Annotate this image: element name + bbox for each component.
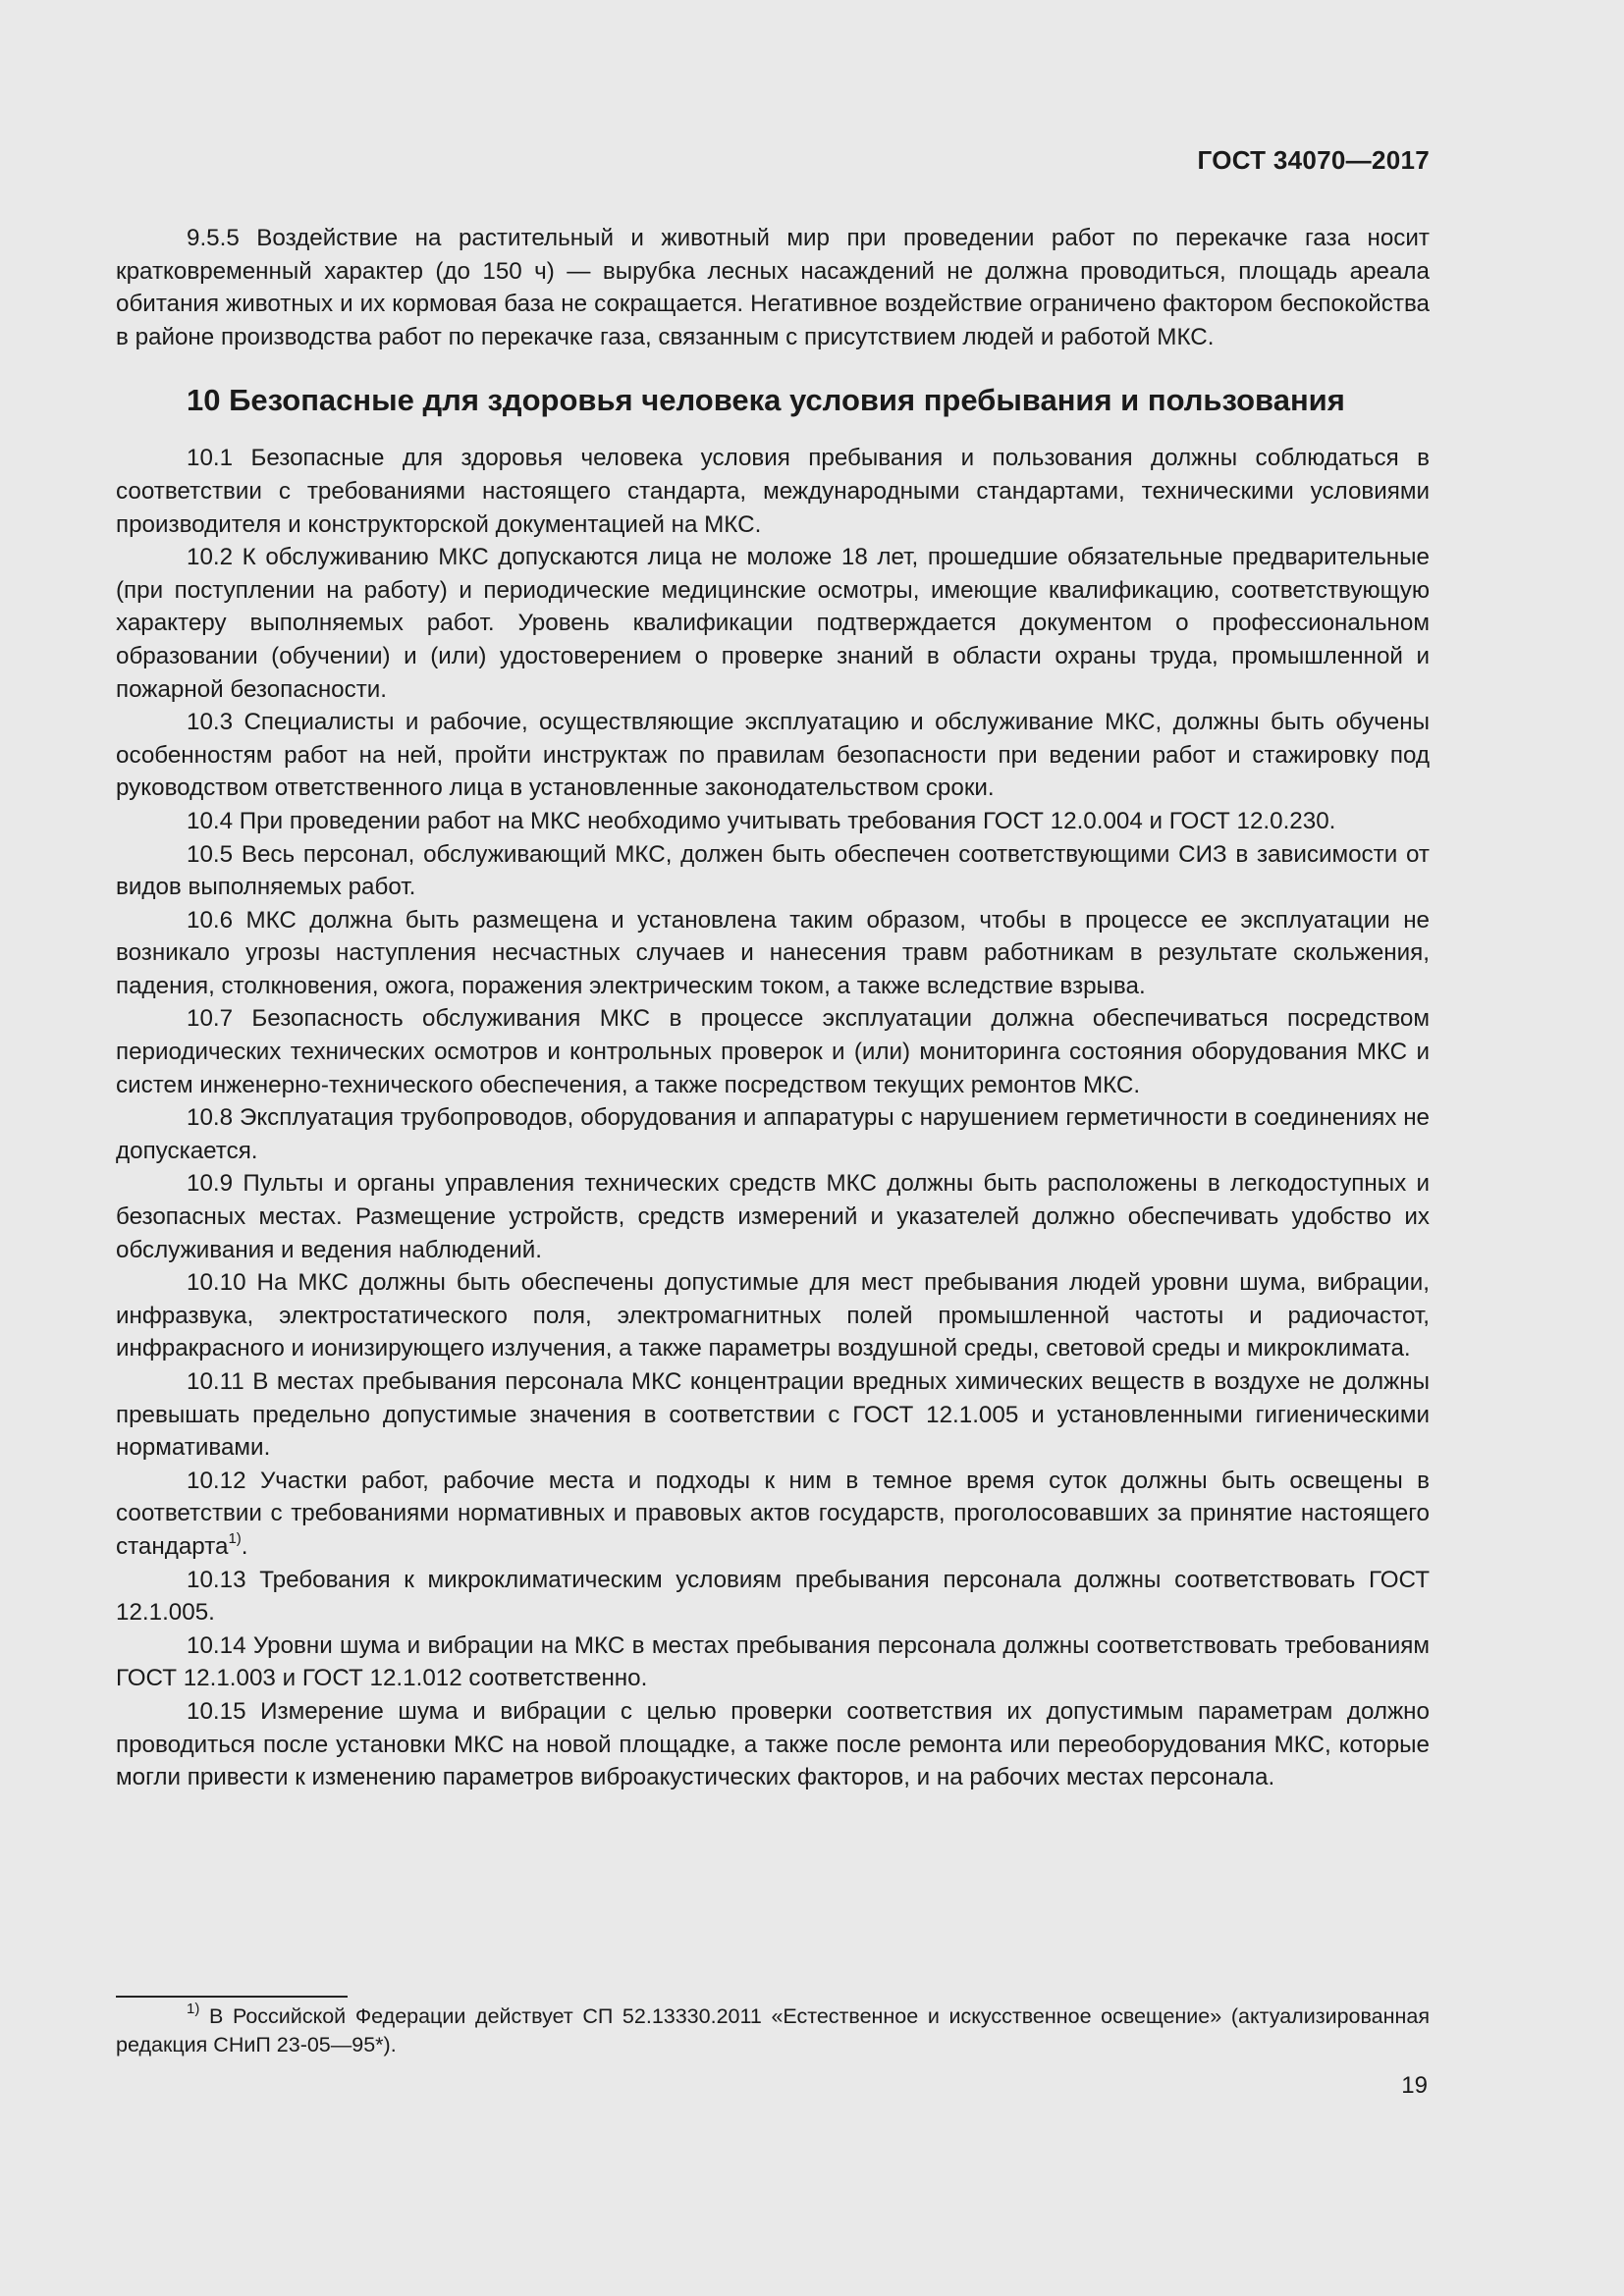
paragraph-10-15: 10.15 Измерение шума и вибрации с целью проверки соответствия их допустимым параметрам должно проводиться после установки МКС на новой площадке, а также после ремонта или переоборудования МКС, которые могли привести к изменению параметров виброакустических факторов, и на рабочих местах персонала.	[116, 1697, 1430, 1791]
paragraph-10-8: 10.8 Эксплуатация трубопроводов, оборудования и аппаратуры с нарушением герметичности в соединениях не допускается.	[116, 1104, 1430, 1164]
paragraph-10-1: 10.1 Безопасные для здоровья человека условия пребывания и пользования должны соблюдаться в соответствии с требованиями настоящего стандарта, международными стандартами, техническими условиями производителя и конструкторской документацией на МКС.	[116, 445, 1430, 538]
paragraph-10-2: 10.2 К обслуживанию МКС допускаются лица не моложе 18 лет, прошедшие обязательные предварительные (при поступлении на работу) и периодические медицинские осмотры, имеющие квалификацию, соответствующую характеру выполняемых работ. Уровень квалификации подтверждается документом о профессиональном образовании (обучении) и (или) удостоверением о проверке знаний в области охраны труда, промышленной и пожарной безопасности.	[116, 544, 1430, 703]
footnote-text: В Российской Федерации действует СП 52.13330.2011 «Естественное и искусственное освещение» (актуализированная редакция СНиП 23-05—95*).	[116, 2004, 1430, 2056]
paragraph-10-7: 10.7 Безопасность обслуживания МКС в процессе эксплуатации должна обеспечиваться посредством периодических технических осмотров и контрольных проверок и (или) мониторинга состояния оборудования МКС и систем инженерно-технического обеспечения, а также посредством текущих ремонтов МКС.	[116, 1005, 1430, 1098]
paragraph-10-3: 10.3 Специалисты и рабочие, осуществляющие эксплуатацию и обслуживание МКС, должны быть обучены особенностям работ на ней, пройти инструктаж по правилам безопасности при ведении работ и стажировку под руководством ответственного лица в установленные законодательством сроки.	[116, 709, 1430, 802]
paragraph-10-14: 10.14 Уровни шума и вибрации на МКС в местах пребывания персонала должны соответствовать требованиям ГОСТ 12.1.003 и ГОСТ 12.1.012 соответственно.	[116, 1631, 1430, 1692]
paragraph-10-13: 10.13 Требования к микроклиматическим условиям пребывания персонала должны соответствовать ГОСТ 12.1.005.	[116, 1566, 1430, 1627]
footnote-separator	[116, 1996, 348, 1998]
paragraph-9-5-5: 9.5.5 Воздействие на растительный и животный мир при проведении работ по перекачке газа носит кратковременный характер (до 150 ч) — вырубка лесных насаждений не должна проводиться, площадь ареала обитания животных и их кормовая база не сокращается. Негативное воздействие ограничено фактором беспокойства в районе производства работ по перекачке газа, связанным с присутствием людей и работой МКС.	[116, 225, 1430, 350]
footnote-mark: 1)	[187, 2000, 200, 2017]
paragraph-10-5: 10.5 Весь персонал, обслуживающий МКС, должен быть обеспечен соответствующими СИЗ в зависимости от видов выполняемых работ.	[116, 840, 1430, 901]
page-body	[116, 222, 1430, 1794]
section-10-heading: 10 Безопасные для здоровья человека условия пребывания и пользования	[187, 383, 1345, 418]
footnote-reference[interactable]: 1)	[228, 1529, 242, 1547]
paragraph-10-11: 10.11 В местах пребывания персонала МКС концентрации вредных химических веществ в воздухе не должны превышать предельно допустимые значения в соответствии с ГОСТ 12.1.005 и установленными гигиеническими нормативами.	[116, 1368, 1430, 1462]
page-number: 19	[1401, 2072, 1428, 2099]
paragraph-10-12-text: 10.12 Участки работ, рабочие места и подходы к ним в темное время суток должны быть освещены в соответствии с требованиями нормативных и правовых актов государств, проголосовавших за принятие настоящего стандарта	[116, 1467, 1430, 1560]
paragraph-10-12	[116, 1465, 1430, 1564]
footnote	[116, 2002, 1430, 2059]
paragraph-10-10: 10.10 На МКС должны быть обеспечены допустимые для мест пребывания людей уровни шума, вибрации, инфразвука, электростатического поля, электромагнитных полей промышленной частоты и радиочастот, инфракрасного и ионизирующего излучения, а также параметры воздушной среды, световой среды и микроклимата.	[116, 1269, 1430, 1362]
paragraph-10-4: 10.4 При проведении работ на МКС необходимо учитывать требования ГОСТ 12.0.004 и ГОСТ 12.0.230.	[187, 807, 1336, 834]
paragraph-10-9: 10.9 Пульты и органы управления технических средств МКС должны быть расположены в легкодоступных и безопасных местах. Размещение устройств, средств измерений и указателей должно обеспечивать удобство их обслуживания и ведения наблюдений.	[116, 1170, 1430, 1263]
paragraph-10-6: 10.6 МКС должна быть размещена и установлена таким образом, чтобы в процессе ее эксплуатации не возникало угрозы наступления несчастных случаев и нанесения травм работникам в результате скольжения, падения, столкновения, ожога, поражения электрическим током, а также вследствие взрыва.	[116, 906, 1430, 999]
document-code-header: ГОСТ 34070—2017	[1197, 145, 1430, 175]
paragraph-10-12-end: .	[241, 1532, 248, 1560]
